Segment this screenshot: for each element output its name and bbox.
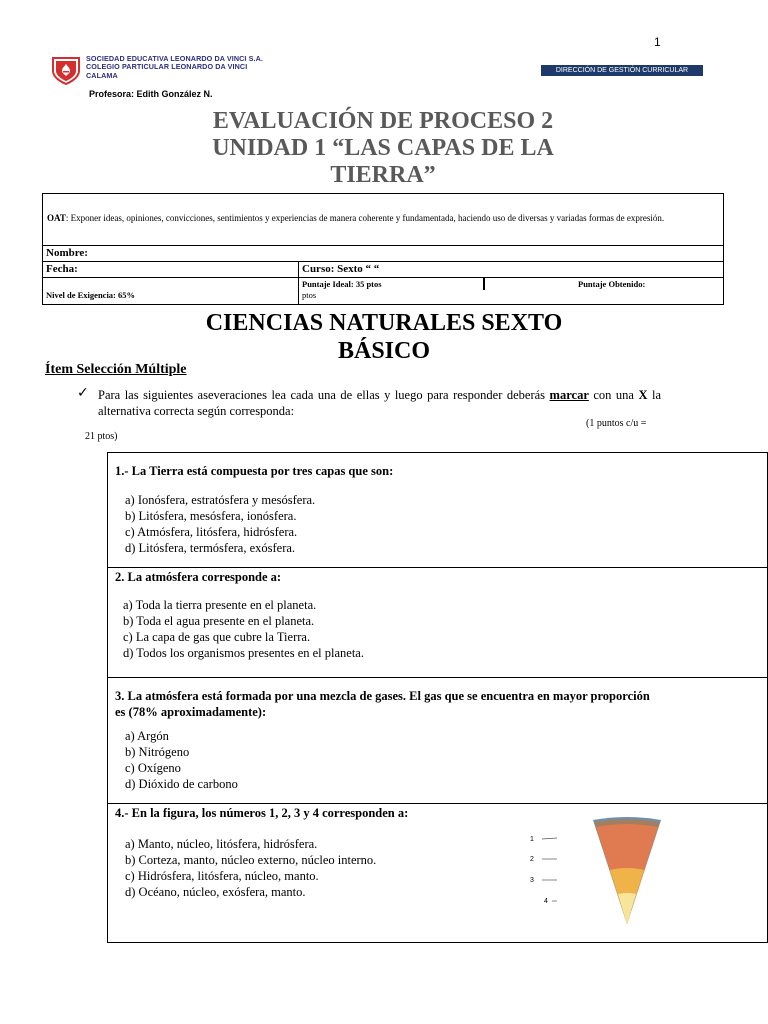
option-d[interactable]: d) Todos los organismos presentes en el planeta. xyxy=(123,646,364,660)
instructions: Para las siguientes aseveraciones lea cada una de ellas y luego para responder deberás marcar con una X la alternativa correcta según corresponda: xyxy=(98,388,661,418)
option-a[interactable]: a) Toda la tierra presente en el planeta. xyxy=(123,598,317,612)
oat-objective: OAT: Exponer ideas, opiniones, convicciones, sentimientos y experiencias de manera coherente y fundamentada, haciendo uso de diversas y variadas formas de expresión. xyxy=(43,194,723,246)
question-4 xyxy=(107,803,768,943)
teacher-name: Profesora: Edith González N. xyxy=(89,89,213,99)
points-note: (1 puntos c/u = xyxy=(586,418,647,429)
question-1 xyxy=(107,452,768,568)
question-2 xyxy=(107,567,768,678)
figure-label-2: 2 xyxy=(530,856,534,863)
question-stem: 2. La atmósfera corresponde a: xyxy=(115,570,282,584)
question-3 xyxy=(107,677,768,804)
question-stem: 3. La atmósfera está formada por una mezcla de gases. El gas que se encuentra en mayor proporción es (78% aproximadamente): xyxy=(115,689,650,719)
option-b[interactable]: b) Litósfera, mesósfera, ionósfera. xyxy=(125,509,297,523)
figure-label-3: 3 xyxy=(530,877,534,884)
option-d[interactable]: d) Litósfera, termósfera, exósfera. xyxy=(125,541,296,555)
option-d[interactable]: d) Océano, núcleo, exósfera, manto. xyxy=(125,885,306,899)
question-stem: 4.- En la figura, los números 1, 2, 3 y 4 corresponden a: xyxy=(115,806,409,820)
score-row xyxy=(43,278,723,304)
document-title: EVALUACIÓN DE PROCESO 2 UNIDAD 1 “LAS CAPAS DE LA TIERRA” xyxy=(212,108,554,188)
exigency-label: Nivel de Exigencia: 65% xyxy=(43,278,299,304)
page-number: 1 xyxy=(654,35,661,49)
option-b[interactable]: b) Nitrógeno xyxy=(125,745,190,759)
question-stem: 1.- La Tierra está compuesta por tres capas que son: xyxy=(115,464,394,478)
figure-label-4: 4 xyxy=(544,898,548,905)
date-label[interactable]: Fecha: xyxy=(43,262,299,277)
figure-label-1: 1 xyxy=(530,836,534,843)
school-logo xyxy=(50,54,82,86)
obtained-score-label[interactable]: Puntaje Obtenido: xyxy=(578,279,646,289)
course-label[interactable]: Curso: Sexto “ “ xyxy=(302,263,380,275)
section-heading: Ítem Selección Múltiple xyxy=(45,362,187,377)
option-a[interactable]: a) Ionósfera, estratósfera y mesósfera. xyxy=(125,493,316,507)
option-c[interactable]: c) Atmósfera, litósfera, hidrósfera. xyxy=(125,525,298,539)
earth-layers-figure xyxy=(525,812,665,930)
ideal-score: Puntaje Ideal: 35 ptos ptos xyxy=(299,278,485,290)
option-a[interactable]: a) Argón xyxy=(125,729,169,743)
option-d[interactable]: d) Dióxido de carbono xyxy=(125,777,238,791)
option-c[interactable]: c) Hidrósfera, litósfera, núcleo, manto. xyxy=(125,869,319,883)
option-b[interactable]: b) Toda el agua presente en el planeta. xyxy=(123,614,315,628)
option-a[interactable]: a) Manto, núcleo, litósfera, hidrósfera. xyxy=(125,837,318,851)
name-label: Nombre: xyxy=(46,247,88,259)
option-c[interactable]: c) La capa de gas que cubre la Tierra. xyxy=(123,630,311,644)
student-info-table xyxy=(42,193,724,305)
department-banner: DIRECCIÓN DE GESTIÓN CURRICULAR xyxy=(541,65,703,76)
option-b[interactable]: b) Corteza, manto, núcleo externo, núcleo interno. xyxy=(125,853,377,867)
points-total: 21 ptos) xyxy=(85,431,118,442)
date-course-row xyxy=(43,262,723,278)
institution-name: SOCIEDAD EDUCATIVA LEONARDO DA VINCI S.A. COLEGIO PARTICULAR LEONARDO DA VINCI CALAMA xyxy=(86,54,264,80)
subject-title: CIENCIAS NATURALES SEXTO BÁSICO xyxy=(205,310,563,364)
inner-core-layer xyxy=(618,893,636,924)
checkmark-icon: ✓ xyxy=(77,385,89,401)
option-c[interactable]: c) Oxígeno xyxy=(125,761,181,775)
name-row[interactable] xyxy=(43,246,723,262)
